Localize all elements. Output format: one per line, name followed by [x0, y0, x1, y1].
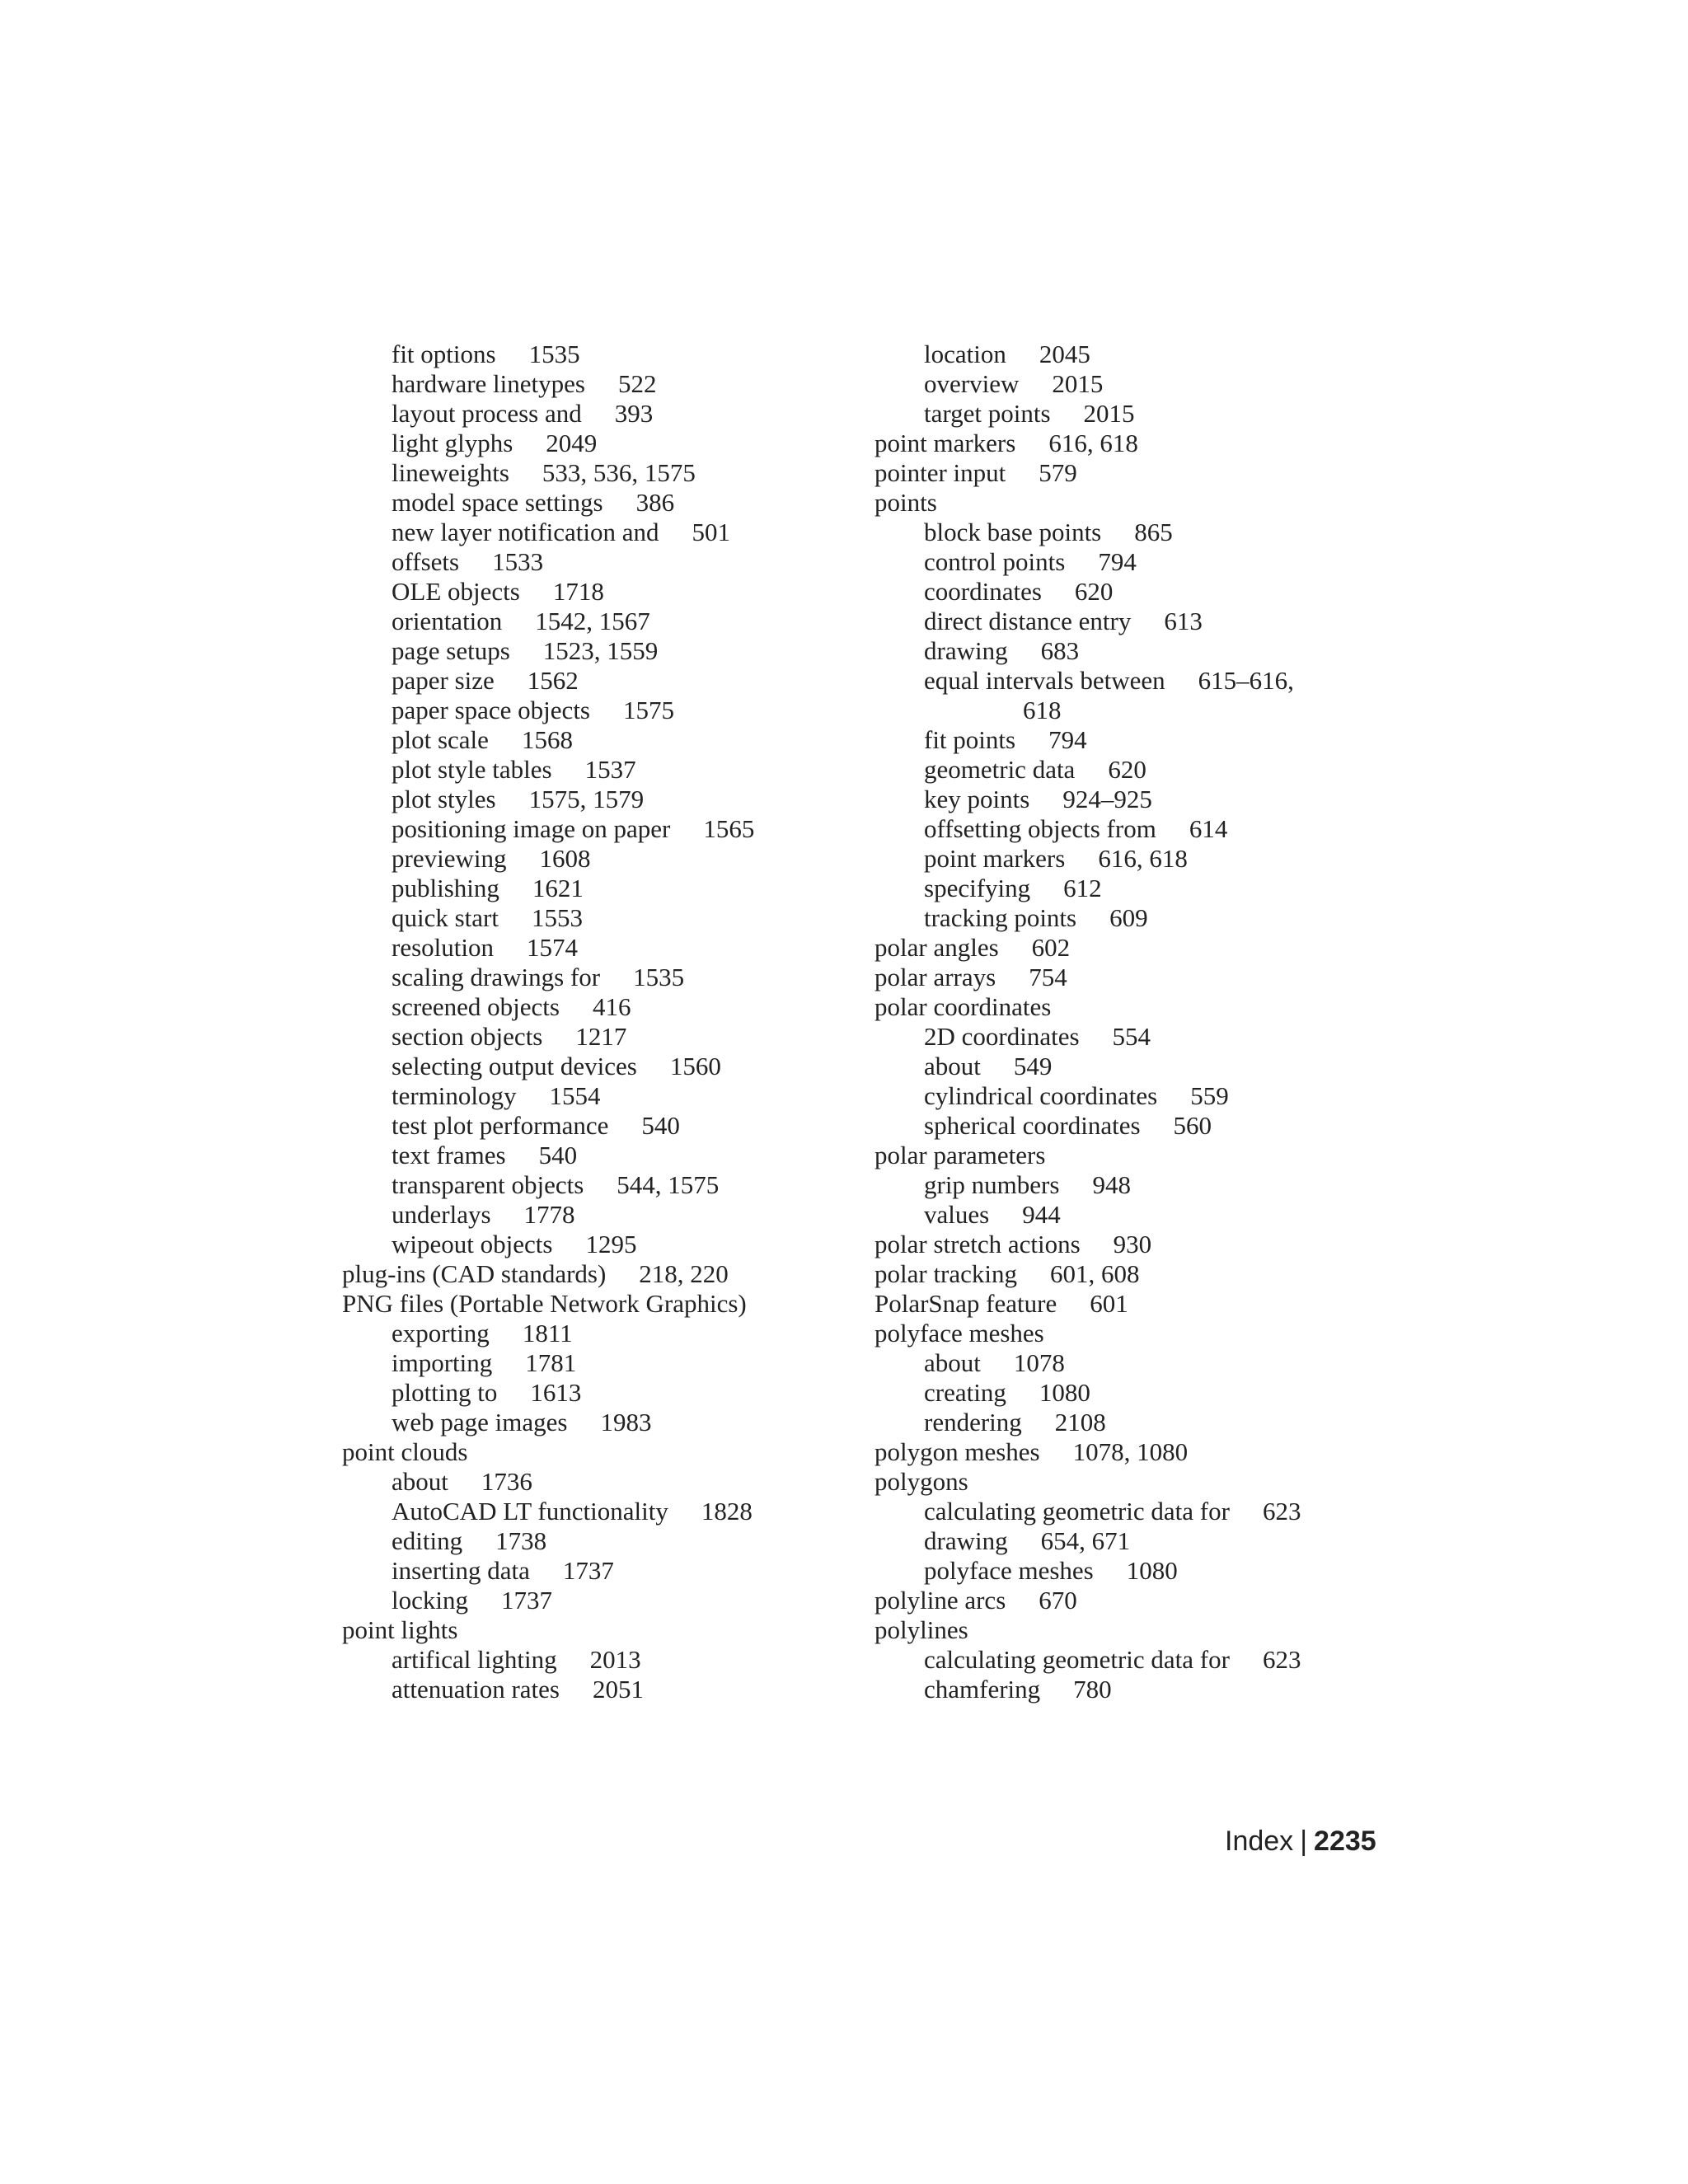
index-term: test plot performance: [392, 1111, 609, 1140]
index-page-refs: 1613: [530, 1378, 582, 1407]
index-term: light glyphs: [392, 429, 513, 457]
index-page-refs: 1523, 1559: [542, 636, 659, 665]
index-page-refs: 540: [538, 1141, 578, 1169]
index-term: inserting data: [392, 1556, 530, 1585]
index-page-refs: 1983: [600, 1408, 652, 1436]
index-term: drawing: [924, 636, 1008, 665]
index-subentry: [874, 369, 1369, 399]
index-page-refs: 602: [1031, 933, 1071, 962]
index-term: polyface meshes: [924, 1556, 1094, 1585]
index-subentry: [342, 1052, 837, 1081]
index-term: tracking points: [924, 903, 1077, 932]
index-subentry: [342, 1645, 837, 1675]
index-page-refs: 865: [1134, 518, 1173, 546]
index-term: hardware linetypes: [392, 369, 585, 398]
index-term: polylines: [874, 1615, 968, 1644]
index-term: orientation: [392, 607, 503, 635]
index-term: polygon meshes: [874, 1437, 1040, 1466]
index-page-refs: 1778: [523, 1200, 575, 1229]
index-page-refs: 1542, 1567: [535, 607, 650, 635]
index-entry: [874, 1141, 1369, 1170]
index-entry: [342, 1437, 837, 1467]
index-page-refs: 1608: [539, 844, 591, 873]
index-subentry: [342, 1141, 837, 1170]
index-term: grip numbers: [924, 1170, 1060, 1199]
index-page-refs: 1535: [633, 963, 685, 991]
index-page-refs: 1781: [525, 1348, 577, 1377]
index-subentry: [342, 547, 837, 577]
index-term: polyline arcs: [874, 1586, 1006, 1615]
index-term: creating: [924, 1378, 1006, 1407]
index-page-refs: 1828: [701, 1497, 753, 1526]
index-entry: [342, 1615, 837, 1645]
index-subentry: [874, 785, 1369, 814]
index-entry: [874, 488, 1369, 518]
index-term: underlays: [392, 1200, 491, 1229]
index-page-refs: 549: [1013, 1052, 1053, 1080]
index-entry: [874, 1586, 1369, 1615]
index-subentry: [342, 1378, 837, 1408]
index-term: key points: [924, 785, 1030, 813]
index-term: resolution: [392, 933, 494, 962]
index-column-right: [874, 340, 1369, 1704]
index-subentry: [874, 725, 1369, 755]
index-entry: [874, 429, 1369, 458]
index-page-refs: 1078, 1080: [1072, 1437, 1189, 1466]
index-page-refs: 416: [592, 992, 631, 1021]
index-term: polar tracking: [874, 1259, 1018, 1288]
index-subentry: [874, 1408, 1369, 1437]
index-term: point lights: [342, 1615, 458, 1644]
index-subentry: [342, 1497, 837, 1526]
index-term: coordinates: [924, 577, 1042, 606]
index-term: web page images: [392, 1408, 568, 1436]
index-page-refs: 615–616,: [1198, 666, 1294, 695]
index-term: points: [874, 488, 937, 517]
index-term: screened objects: [392, 992, 560, 1021]
index-term: page setups: [392, 636, 510, 665]
index-entry: [342, 1259, 837, 1289]
index-subentry: [342, 518, 837, 547]
index-page-refs: 544, 1575: [617, 1170, 720, 1199]
index-page-refs: 924–925: [1062, 785, 1152, 813]
index-term: section objects: [392, 1022, 543, 1051]
index-page-refs: 623: [1262, 1497, 1301, 1526]
index-term: OLE objects: [392, 577, 520, 606]
index-page-refs: 1554: [549, 1081, 601, 1110]
index-term: drawing: [924, 1526, 1008, 1555]
index-entry: [874, 1259, 1369, 1289]
index-term: plotting to: [392, 1378, 498, 1407]
index-subentry: [874, 666, 1369, 696]
index-subentry: [874, 607, 1369, 636]
index-page-refs: 2045: [1039, 340, 1090, 368]
index-page-refs: 683: [1040, 636, 1080, 665]
index-page-refs: 1565: [703, 814, 755, 843]
index-column-left: [342, 340, 837, 1704]
index-subentry: [874, 1526, 1369, 1556]
index-page-refs: 2013: [589, 1645, 641, 1674]
index-subentry: [342, 488, 837, 518]
index-term: rendering: [924, 1408, 1022, 1436]
index-page-refs: 1575: [623, 696, 674, 724]
index-term: plug-ins (CAD standards): [342, 1259, 607, 1288]
index-term: calculating geometric data for: [924, 1497, 1230, 1526]
index-subentry: [874, 1052, 1369, 1081]
index-page-refs: 620: [1074, 577, 1114, 606]
index-subentry: [874, 814, 1369, 844]
index-page-refs: 944: [1022, 1200, 1061, 1229]
index-term: polar stretch actions: [874, 1230, 1081, 1258]
index-page-refs: 601, 608: [1050, 1259, 1140, 1288]
index-subentry: [874, 577, 1369, 607]
index-term: point clouds: [342, 1437, 468, 1466]
index-term: control points: [924, 547, 1066, 576]
index-page-refs: 1560: [669, 1052, 721, 1080]
index-page-refs: 1217: [575, 1022, 627, 1051]
index-entry: [874, 1289, 1369, 1319]
index-page-refs: 540: [641, 1111, 680, 1140]
index-term: layout process and: [392, 399, 582, 428]
index-term: cylindrical coordinates: [924, 1081, 1158, 1110]
index-subentry: [342, 844, 837, 874]
index-term: values: [924, 1200, 990, 1229]
index-subentry: [342, 1319, 837, 1348]
index-term: plot scale: [392, 725, 489, 754]
index-entry: [874, 458, 1369, 488]
index-subentry: [874, 399, 1369, 429]
index-subentry: [342, 1526, 837, 1556]
index-page-refs: 754: [1029, 963, 1067, 991]
index-term: target points: [924, 399, 1051, 428]
index-page-refs: 620: [1108, 755, 1146, 784]
index-entry: [874, 1467, 1369, 1497]
index-page-refs: 654, 671: [1040, 1526, 1131, 1555]
index-page-refs: 1533: [492, 547, 544, 576]
index-entry: [874, 1319, 1369, 1348]
index-subentry: [874, 1556, 1369, 1586]
index-subentry: [342, 874, 837, 903]
index-term: polar arrays: [874, 963, 996, 991]
index-subentry: [874, 1497, 1369, 1526]
index-page-refs: 601: [1090, 1289, 1128, 1318]
index-page-refs: 612: [1063, 874, 1102, 902]
index-page-refs: 1738: [495, 1526, 547, 1555]
index-term: chamfering: [924, 1675, 1041, 1704]
index-entry: [874, 933, 1369, 963]
index-page-refs: 1621: [532, 874, 584, 902]
index-term: lineweights: [392, 458, 509, 487]
index-subentry: [874, 1111, 1369, 1141]
index-term: polygons: [874, 1467, 968, 1496]
index-subentry: [874, 547, 1369, 577]
index-page-refs: 2051: [593, 1675, 644, 1704]
index-term: point markers: [874, 429, 1016, 457]
index-subentry: [342, 1408, 837, 1437]
index-term: selecting output devices: [392, 1052, 637, 1080]
index-subentry: [874, 755, 1369, 785]
index-term: 2D coordinates: [924, 1022, 1080, 1051]
index-term: fit options: [392, 340, 496, 368]
index-term: polar angles: [874, 933, 999, 962]
index-subentry: [874, 340, 1369, 369]
page-footer: [1225, 1825, 1376, 1858]
index-term: fit points: [924, 725, 1016, 754]
index-term: model space settings: [392, 488, 603, 517]
index-page-refs: 1078: [1013, 1348, 1065, 1377]
index-subentry: [874, 844, 1369, 874]
index-subentry: [342, 1022, 837, 1052]
index-subentry: [342, 933, 837, 963]
index-subentry: [342, 1081, 837, 1111]
index-page-refs: 554: [1112, 1022, 1151, 1051]
index-term: publishing: [392, 874, 499, 902]
index-subentry: [874, 1170, 1369, 1200]
index-term: direct distance entry: [924, 607, 1132, 635]
index-page-refs: 780: [1073, 1675, 1112, 1704]
index-subentry: [342, 1675, 837, 1704]
index-term: polyface meshes: [874, 1319, 1044, 1347]
index-subentry: [342, 666, 837, 696]
index-subentry: [874, 1081, 1369, 1111]
index-subentry: [874, 1645, 1369, 1675]
index-page-refs: 533, 536, 1575: [542, 458, 696, 487]
index-term: exporting: [392, 1319, 490, 1347]
index-subentry: [342, 903, 837, 933]
index-page-refs: 2108: [1054, 1408, 1106, 1436]
index-term: offsets: [392, 547, 460, 576]
footer-separator: |: [1300, 1825, 1308, 1857]
index-subentry: [874, 874, 1369, 903]
index-term: transparent objects: [392, 1170, 584, 1199]
index-page-refs: 1562: [527, 666, 579, 695]
index-term: point markers: [924, 844, 1066, 873]
index-subentry: [342, 1200, 837, 1230]
index-subentry: [874, 1378, 1369, 1408]
index-page-refs: 579: [1039, 458, 1077, 487]
index-page-refs: 616, 618: [1098, 844, 1188, 873]
index-subentry: [342, 1111, 837, 1141]
index-page-refs: 1811: [522, 1319, 573, 1347]
index-page-refs: 2015: [1052, 369, 1104, 398]
index-subentry: [342, 458, 837, 488]
index-page-refs: 794: [1048, 725, 1087, 754]
index-term: overview: [924, 369, 1020, 398]
index-entry: [874, 1437, 1369, 1467]
index-page-refs: 1574: [527, 933, 578, 962]
index-subentry: [874, 1022, 1369, 1052]
index-term: calculating geometric data for: [924, 1645, 1230, 1674]
index-subentry: [342, 636, 837, 666]
index-term: PolarSnap feature: [874, 1289, 1057, 1318]
index-term: positioning image on paper: [392, 814, 671, 843]
index-page-refs: 1736: [481, 1467, 532, 1496]
index-term: previewing: [392, 844, 507, 873]
index-subentry: [342, 1586, 837, 1615]
index-term: locking: [392, 1586, 468, 1615]
index-term: new layer notification and: [392, 518, 659, 546]
index-term: PNG files (Portable Network Graphics): [342, 1289, 747, 1318]
index-page-refs: 948: [1092, 1170, 1131, 1199]
index-page-refs: 386: [635, 488, 675, 517]
index-page-refs: 1295: [585, 1230, 637, 1258]
index-subentry: [342, 1348, 837, 1378]
index-page-refs: 1535: [528, 340, 580, 368]
index-entry: [874, 1615, 1369, 1645]
index-term: plot style tables: [392, 755, 552, 784]
index-page-refs: 1553: [532, 903, 583, 932]
index-term: importing: [392, 1348, 493, 1377]
index-page-refs: 616, 618: [1048, 429, 1138, 457]
index-page-refs: 1568: [521, 725, 573, 754]
index-subentry: [874, 1675, 1369, 1704]
index-page-refs: 613: [1164, 607, 1203, 635]
index-term: text frames: [392, 1141, 506, 1169]
index-subentry: [342, 1467, 837, 1497]
index-page-refs: 614: [1189, 814, 1228, 843]
index-term: editing: [392, 1526, 463, 1555]
index-subentry: [342, 1170, 837, 1200]
index-term: specifying: [924, 874, 1031, 902]
index-subentry: [874, 903, 1369, 933]
index-entry: [874, 963, 1369, 992]
index-term: spherical coordinates: [924, 1111, 1141, 1140]
index-entry: [874, 1230, 1369, 1259]
index-subentry: [342, 696, 837, 725]
index-page-refs: 2015: [1083, 399, 1135, 428]
index-subentry: [874, 518, 1369, 547]
index-subentry: [874, 1348, 1369, 1378]
index-page-refs: 560: [1173, 1111, 1212, 1140]
index-entry: [342, 1289, 837, 1319]
index-page-refs: 670: [1039, 1586, 1077, 1615]
index-term: polar coordinates: [874, 992, 1052, 1021]
index-page-refs: 1737: [562, 1556, 614, 1585]
index-subentry: [342, 785, 837, 814]
index-page-refs: 618: [1023, 696, 1062, 724]
index-term: pointer input: [874, 458, 1006, 487]
index-term: offsetting objects from: [924, 814, 1156, 843]
index-page-refs: 1080: [1039, 1378, 1090, 1407]
index-page-refs: 1575, 1579: [528, 785, 645, 813]
index-subentry: [342, 963, 837, 992]
index-subentry: [342, 429, 837, 458]
index-term: quick start: [392, 903, 499, 932]
index-subentry: [342, 340, 837, 369]
index-subentry: [874, 1200, 1369, 1230]
footer-section-label: Index: [1225, 1825, 1294, 1857]
index-term: polar parameters: [874, 1141, 1046, 1169]
index-subentry: [342, 577, 837, 607]
index-term: plot styles: [392, 785, 496, 813]
index-subentry: [874, 696, 1369, 725]
index-subentry: [342, 399, 837, 429]
index-subentry: [342, 992, 837, 1022]
index-term: paper space objects: [392, 696, 590, 724]
index-page-refs: 501: [692, 518, 731, 546]
index-subentry: [342, 369, 837, 399]
index-page-refs: 393: [614, 399, 654, 428]
index-subentry: [342, 1556, 837, 1586]
index-page-refs: 522: [617, 369, 657, 398]
index-page-refs: 1737: [501, 1586, 552, 1615]
index-page-refs: 559: [1190, 1081, 1229, 1110]
index-term: equal intervals between: [924, 666, 1165, 695]
index-page-refs: 623: [1262, 1645, 1301, 1674]
index-page-refs: 794: [1098, 547, 1137, 576]
index-page-refs: 1537: [584, 755, 636, 784]
index-page-refs: 1080: [1126, 1556, 1178, 1585]
index-term: about: [924, 1052, 981, 1080]
index-subentry: [342, 814, 837, 844]
index-subentry: [874, 636, 1369, 666]
index-term: about: [392, 1467, 448, 1496]
index-term: geometric data: [924, 755, 1076, 784]
index-term: about: [924, 1348, 981, 1377]
index-term: block base points: [924, 518, 1102, 546]
index-subentry: [342, 1230, 837, 1259]
index-page-refs: 609: [1109, 903, 1148, 932]
index-term: location: [924, 340, 1006, 368]
index-term: attenuation rates: [392, 1675, 560, 1704]
index-term: wipeout objects: [392, 1230, 553, 1258]
index-term: AutoCAD LT functionality: [392, 1497, 668, 1526]
index-term: scaling drawings for: [392, 963, 601, 991]
index-subentry: [342, 755, 837, 785]
index-term: paper size: [392, 666, 495, 695]
index-term: terminology: [392, 1081, 517, 1110]
index-page-refs: 2049: [546, 429, 598, 457]
page-number: 2235: [1314, 1825, 1376, 1857]
index-entry: [874, 992, 1369, 1022]
index-subentry: [342, 607, 837, 636]
index-term: artifical lighting: [392, 1645, 557, 1674]
index-page-refs: 930: [1113, 1230, 1152, 1258]
index-page-refs: 1718: [552, 577, 604, 606]
index-page-refs: 218, 220: [639, 1259, 729, 1288]
index-subentry: [342, 725, 837, 755]
